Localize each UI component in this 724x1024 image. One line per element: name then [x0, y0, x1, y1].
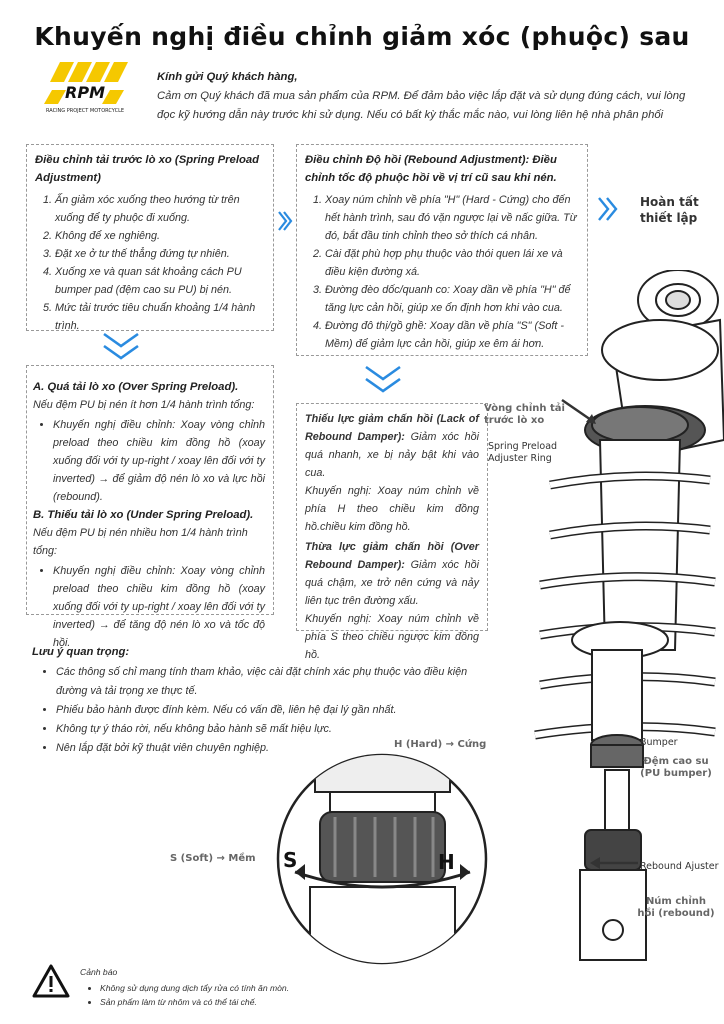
lack-rec: Khuyến nghị: Xoay núm chỉnh về phía H theo chiều kim đồng hồ.chiều kim đồng hồ.: [305, 485, 479, 533]
warning-title: Cảnh báo: [80, 967, 118, 977]
warning-section: [80, 965, 480, 1009]
list-item: 5. Mức tải trước tiêu chuẩn khoảng 1/4 hành trình.: [55, 299, 265, 335]
warning-list: [80, 981, 480, 1009]
logo-text: RPM: [65, 83, 105, 102]
hard-label: H (Hard) → Cứng: [394, 739, 487, 750]
rebound-detail-zoom: [275, 752, 490, 967]
logo-subtext: RACING PROJECT MOTORCYCLE: [45, 108, 125, 114]
chevron-right-icon: [277, 210, 293, 237]
over-desc: Giảm xóc hồi quá chậm, xe trở nên cứng và nảy liên tục trên đường xấu.: [305, 559, 479, 607]
list-item: 2. Cài đặt phù hợp phụ thuộc vào thói quen lái xe và điều kiện đường xá.: [325, 245, 579, 281]
preload-heading: Điều chỉnh tải trước lò xo (Spring Preload Adjustment): [35, 154, 260, 184]
over-heading: Thừa lực giảm chấn hồi (Over Rebound Damper):: [305, 541, 479, 571]
list-item: 3. Đặt xe ở tư thế thẳng đứng tự nhiên.: [55, 245, 265, 263]
hard-letter: H: [438, 850, 455, 874]
damper-box: [296, 403, 488, 661]
chevron-down-icon: [364, 365, 402, 400]
page-title: Khuyến nghị điều chỉnh giảm xóc (phuộc) sau: [34, 22, 690, 51]
lack-heading: Thiếu lực giảm chấn hồi (Lack of Rebound Damper):: [305, 413, 479, 443]
bumper-label-vi: Đệm cao su (PU bumper): [640, 756, 712, 779]
over-preload-heading: A. Quá tải lò xo (Over Spring Preload).: [33, 381, 239, 393]
list-item: 3. Đường đèo dốc/quanh co: Xoay dần về phía "H" để tăng lực cản hồi, giúp xe ổn định hơn khi vào cua.: [325, 281, 579, 317]
arrow-icon: [588, 855, 640, 876]
rebound-heading: Điều chỉnh Độ hồi (Rebound Adjustment): Điều chỉnh tốc độ phuộc hồi về vị trí cũ sau khi nén.: [305, 154, 557, 184]
under-preload-list: [33, 562, 265, 652]
list-item: 4. Đường đô thị/gồ ghề: Xoay dần về phía "S" (Soft - Mềm) để giảm lực cản hồi, giúp xe êm ái hơn.: [325, 317, 579, 353]
finish-label: Hoàn tất thiết lập: [640, 195, 699, 225]
preload-steps: [35, 191, 265, 335]
list-item: • Sản phẩm làm từ nhôm và có thể tái chế.: [100, 995, 480, 1009]
list-item: • Không tự ý tháo rời, nếu không bảo hành sẽ mất hiệu lực.: [56, 720, 482, 739]
list-item: 2. Không để xe nghiêng.: [55, 227, 265, 245]
preload-ring-label-vi: Vòng chỉnh tải trước lò xo: [484, 403, 565, 426]
soft-letter: S: [283, 848, 298, 872]
list-item: • Khuyến nghị điều chỉnh: Xoay vòng chỉnh preload theo chiều kim đồng hồ (xoay xuống đối với ty up-right / xoay lên đối với ty inverted) → để tăng độ nén lò xo và tốc độ hồi.: [53, 562, 265, 652]
rpm-logo: [38, 60, 133, 115]
arrow-icon: [560, 398, 600, 433]
chevron-down-icon: [102, 332, 140, 367]
list-item: • Phiếu bảo hành được đính kèm. Nếu có vấn đề, liên hệ đại lý gần nhất.: [56, 701, 482, 720]
rebound-label-vi: Núm chỉnh hồi (rebound): [637, 896, 715, 919]
soft-label: S (Soft) → Mềm: [170, 853, 256, 864]
over-preload-list: [33, 416, 265, 506]
warning-icon: [32, 963, 70, 1004]
under-preload-heading: B. Thiếu tải lò xo (Under Spring Preload).: [33, 509, 254, 521]
intro-greeting: Kính gửi Quý khách hàng,: [157, 71, 298, 83]
lack-desc: Giảm xóc hồi quá nhanh, xe bị nảy bật khi vào cua.: [305, 431, 479, 479]
chevron-right-icon: [597, 196, 619, 227]
list-item: 4. Xuống xe và quan sát khoảng cách PU bumper pad (đệm cao su PU) bị nén.: [55, 263, 265, 299]
bumper-label-en: Bumper: [640, 737, 678, 748]
list-item: • Không sử dụng dung dịch tẩy rửa có tính ăn mòn.: [100, 981, 480, 995]
rebound-label-en: Rebound Ajuster: [640, 861, 719, 872]
notes-heading: Lưu ý quan trọng:: [32, 646, 130, 658]
list-item: • Nên lắp đặt bởi kỹ thuật viên chuyên nghiệp.: [56, 739, 482, 758]
intro-body: Cảm ơn Quý khách đã mua sản phẩm của RPM. Để đảm bảo việc lắp đặt và sử dụng đúng cách, vui lòng đọc kỹ hướng dẫn này trước khi sử dụng. Nếu có bất kỳ thắc mắc nào, vui lòng liên hệ nhà phân phối: [157, 90, 686, 121]
list-item: • Khuyến nghị điều chỉnh: Xoay vòng chỉnh preload theo chiều kim đồng hồ (xoay xuống đối với ty up-right / xoay lên đối với ty inverted) → để giảm độ nén lò xo và lực hồi (rebound).: [53, 416, 265, 506]
over-rec: Khuyến nghị: Xoay núm chỉnh về phía S theo chiều ngược kim đồng hồ.: [305, 613, 479, 661]
list-item: 1. Xoay núm chỉnh về phía "H" (Hard - Cứng) cho đến hết hành trình, sau đó vặn ngược lại về nấc giữa. Từ đó, bắt đầu tinh chỉnh theo sở thích cá nhân.: [325, 191, 579, 245]
preload-ring-label-en: Spring Preload Adjuster Ring: [488, 441, 558, 464]
preload-box: [26, 144, 274, 331]
list-item: 1. Ấn giảm xóc xuống theo hướng từ trên xuống để ty phuộc đi xuống.: [55, 191, 265, 227]
under-preload-desc: Nếu đệm PU bị nén nhiều hơn 1/4 hành trình tổng:: [33, 527, 248, 557]
intro: [157, 68, 697, 125]
list-item: • Các thông số chỉ mang tính tham khảo, việc cài đặt chính xác phụ thuộc vào điều kiện đường và tải trọng xe thực tế.: [56, 663, 482, 701]
over-preload-desc: Nếu đệm PU bị nén ít hơn 1/4 hành trình tổng:: [33, 399, 255, 411]
over-under-box: [26, 365, 274, 649]
